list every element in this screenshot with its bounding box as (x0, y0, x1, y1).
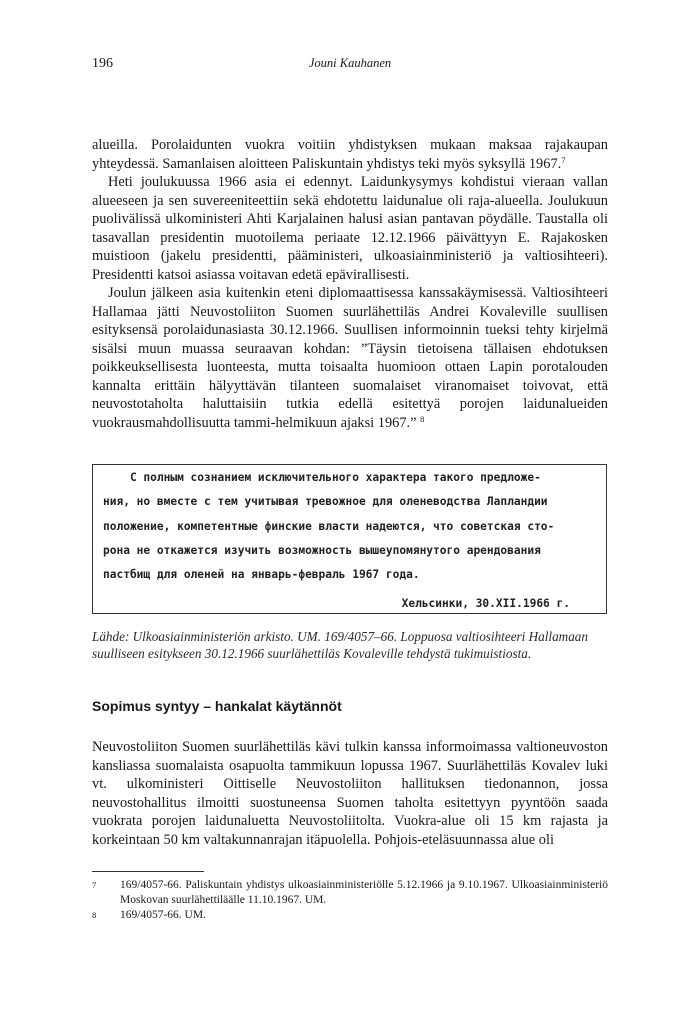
document-line: ния, но вместе с тем учитывая тревожное для оленеводства Лапландии (103, 495, 548, 508)
footnote-number: 7 (92, 880, 97, 890)
footnote-number: 8 (92, 910, 97, 920)
figure-caption: Lähde: Ulkoasiainministeriön arkisto. UM. 169/4057–66. Loppuosa valtiosihteeri Hallamaan suulliseen esitykseen 30.12.1966 suurlähettiläs Kovaleville tehdystä tukimuistiosta. (92, 629, 588, 661)
footnote-text: 169/4057-66. Paliskuntain yhdistys ulkoasiainministeriölle 5.12.1966 ja 9.10.1967. Ulkoasiainministeriö Moskovan suurlähettiläälle 11.10.1967. UM. (120, 879, 608, 906)
paragraph (92, 173, 608, 284)
paragraph-text: Joulun jälkeen asia kuitenkin eteni diplomaattisessa kanssakäymisessä. Valtiosihteeri Hallamaa jätti Neuvostoliiton Suomen suurlähettiläs Andrei Kovaleville suullisen esityksensä porolaidunasiasta 30.12.1966. Suullisen informoinnin tueksi tehty kirjelmä sisälsi muun muassa seuraavan kohdan: ”Täysin tietoisena tällaisen ehdotuksen poikkeuksellisesta luonteesta, mutta toisaalta huomioon ottaen Lapin porotalouden kannalta erittäin hälyyttävän tilanteen suomalaiset viranomaiset toivovat, että neuvostotaholta haluttaisiin tutkia edellä esitettyä porojen laidunalueiden vuokrausmahdollisuutta tammi-helmikuun ajaksi 1967.” (92, 285, 608, 431)
body-text-lower (92, 738, 608, 849)
document-line: С полным сознанием исключительного характера такого предложе- (103, 471, 541, 484)
footnote (92, 878, 608, 908)
footnote-reference[interactable]: 7 (561, 154, 566, 165)
section-heading: Sopimus syntyy – hankalat käytännöt (92, 698, 342, 714)
document-line: положение, компетентные финские власти надеются, что советская сто- (103, 520, 555, 533)
paragraph-text: Heti joulukuussa 1966 asia ei edennyt. Laidunkysymys kohdistui vieraan vallan alueeseen ja sen suvereeniteettiin sekä ehdotettu laidunalue oli raja-alueella. Joulukuun puolivälissä ulkoministeri Ahti Karjalainen halusi asian pantavan pöydälle. Taustalla oli tasavallan presidentin muotoilema periaate 12.12.1966 päivättyyn E. Rajakosken muistioon (jakelu presidentti, pääministeri, ulkoasiainministeriö ja valtiosihteeri). Presidentti katsoi asiassa voitavan edetä epävirallisesti. (92, 174, 608, 283)
archival-document-excerpt (92, 464, 607, 614)
page-number: 196 (92, 56, 113, 71)
footnote (92, 908, 608, 923)
paragraph (92, 136, 608, 173)
body-text-upper (92, 136, 608, 432)
paragraph (92, 284, 608, 432)
footnote-text: 169/4057-66. UM. (120, 909, 206, 921)
paragraph-text: Neuvostoliiton Suomen suurlähettiläs kävi tulkin kanssa informoimassa valtioneuvoston kansliassa suomalaista osapuolta tammikuun lopussa 1967. Suurlähettiläs Kovalev luki vt. ulkoministeri Oittiselle Neuvostoliiton hallituksen tiedonannon, jossa neuvostohallitus ilmoitti suostuneensa Suomen taholta esitettyyn pyyntöön saada vuokrata porojen laidunaluetta Neuvostoliitolta. Vuokra-alue oli 15 km rajasta ja korkeintaan 50 km valtakunnanrajan itäpuolella. Pohjois-eteläsuunnassa alue oli (92, 739, 608, 848)
document-line: рона не откажется изучить возможность вышеупомянутого арендования (103, 544, 541, 557)
footnote-reference[interactable]: 8 (420, 413, 425, 424)
document-place-date: Хельсинки, 30.XII.1966 г. (401, 597, 570, 610)
running-head-author: Jouni Kauhanen (308, 56, 392, 70)
paragraph (92, 738, 608, 849)
running-head (92, 56, 608, 74)
footnote-separator (92, 871, 204, 872)
document-line: пастбищ для оленей на январь-февраль 1967 года. (103, 568, 420, 581)
footnotes (92, 878, 608, 923)
paragraph-text: alueilla. Porolaidunten vuokra voitiin yhdistyksen mukaan maksaa rajakaupan yhteydessä. Samanlaisen aloitteen Paliskuntain yhdistys teki myös syksyllä 1967. (92, 137, 608, 172)
